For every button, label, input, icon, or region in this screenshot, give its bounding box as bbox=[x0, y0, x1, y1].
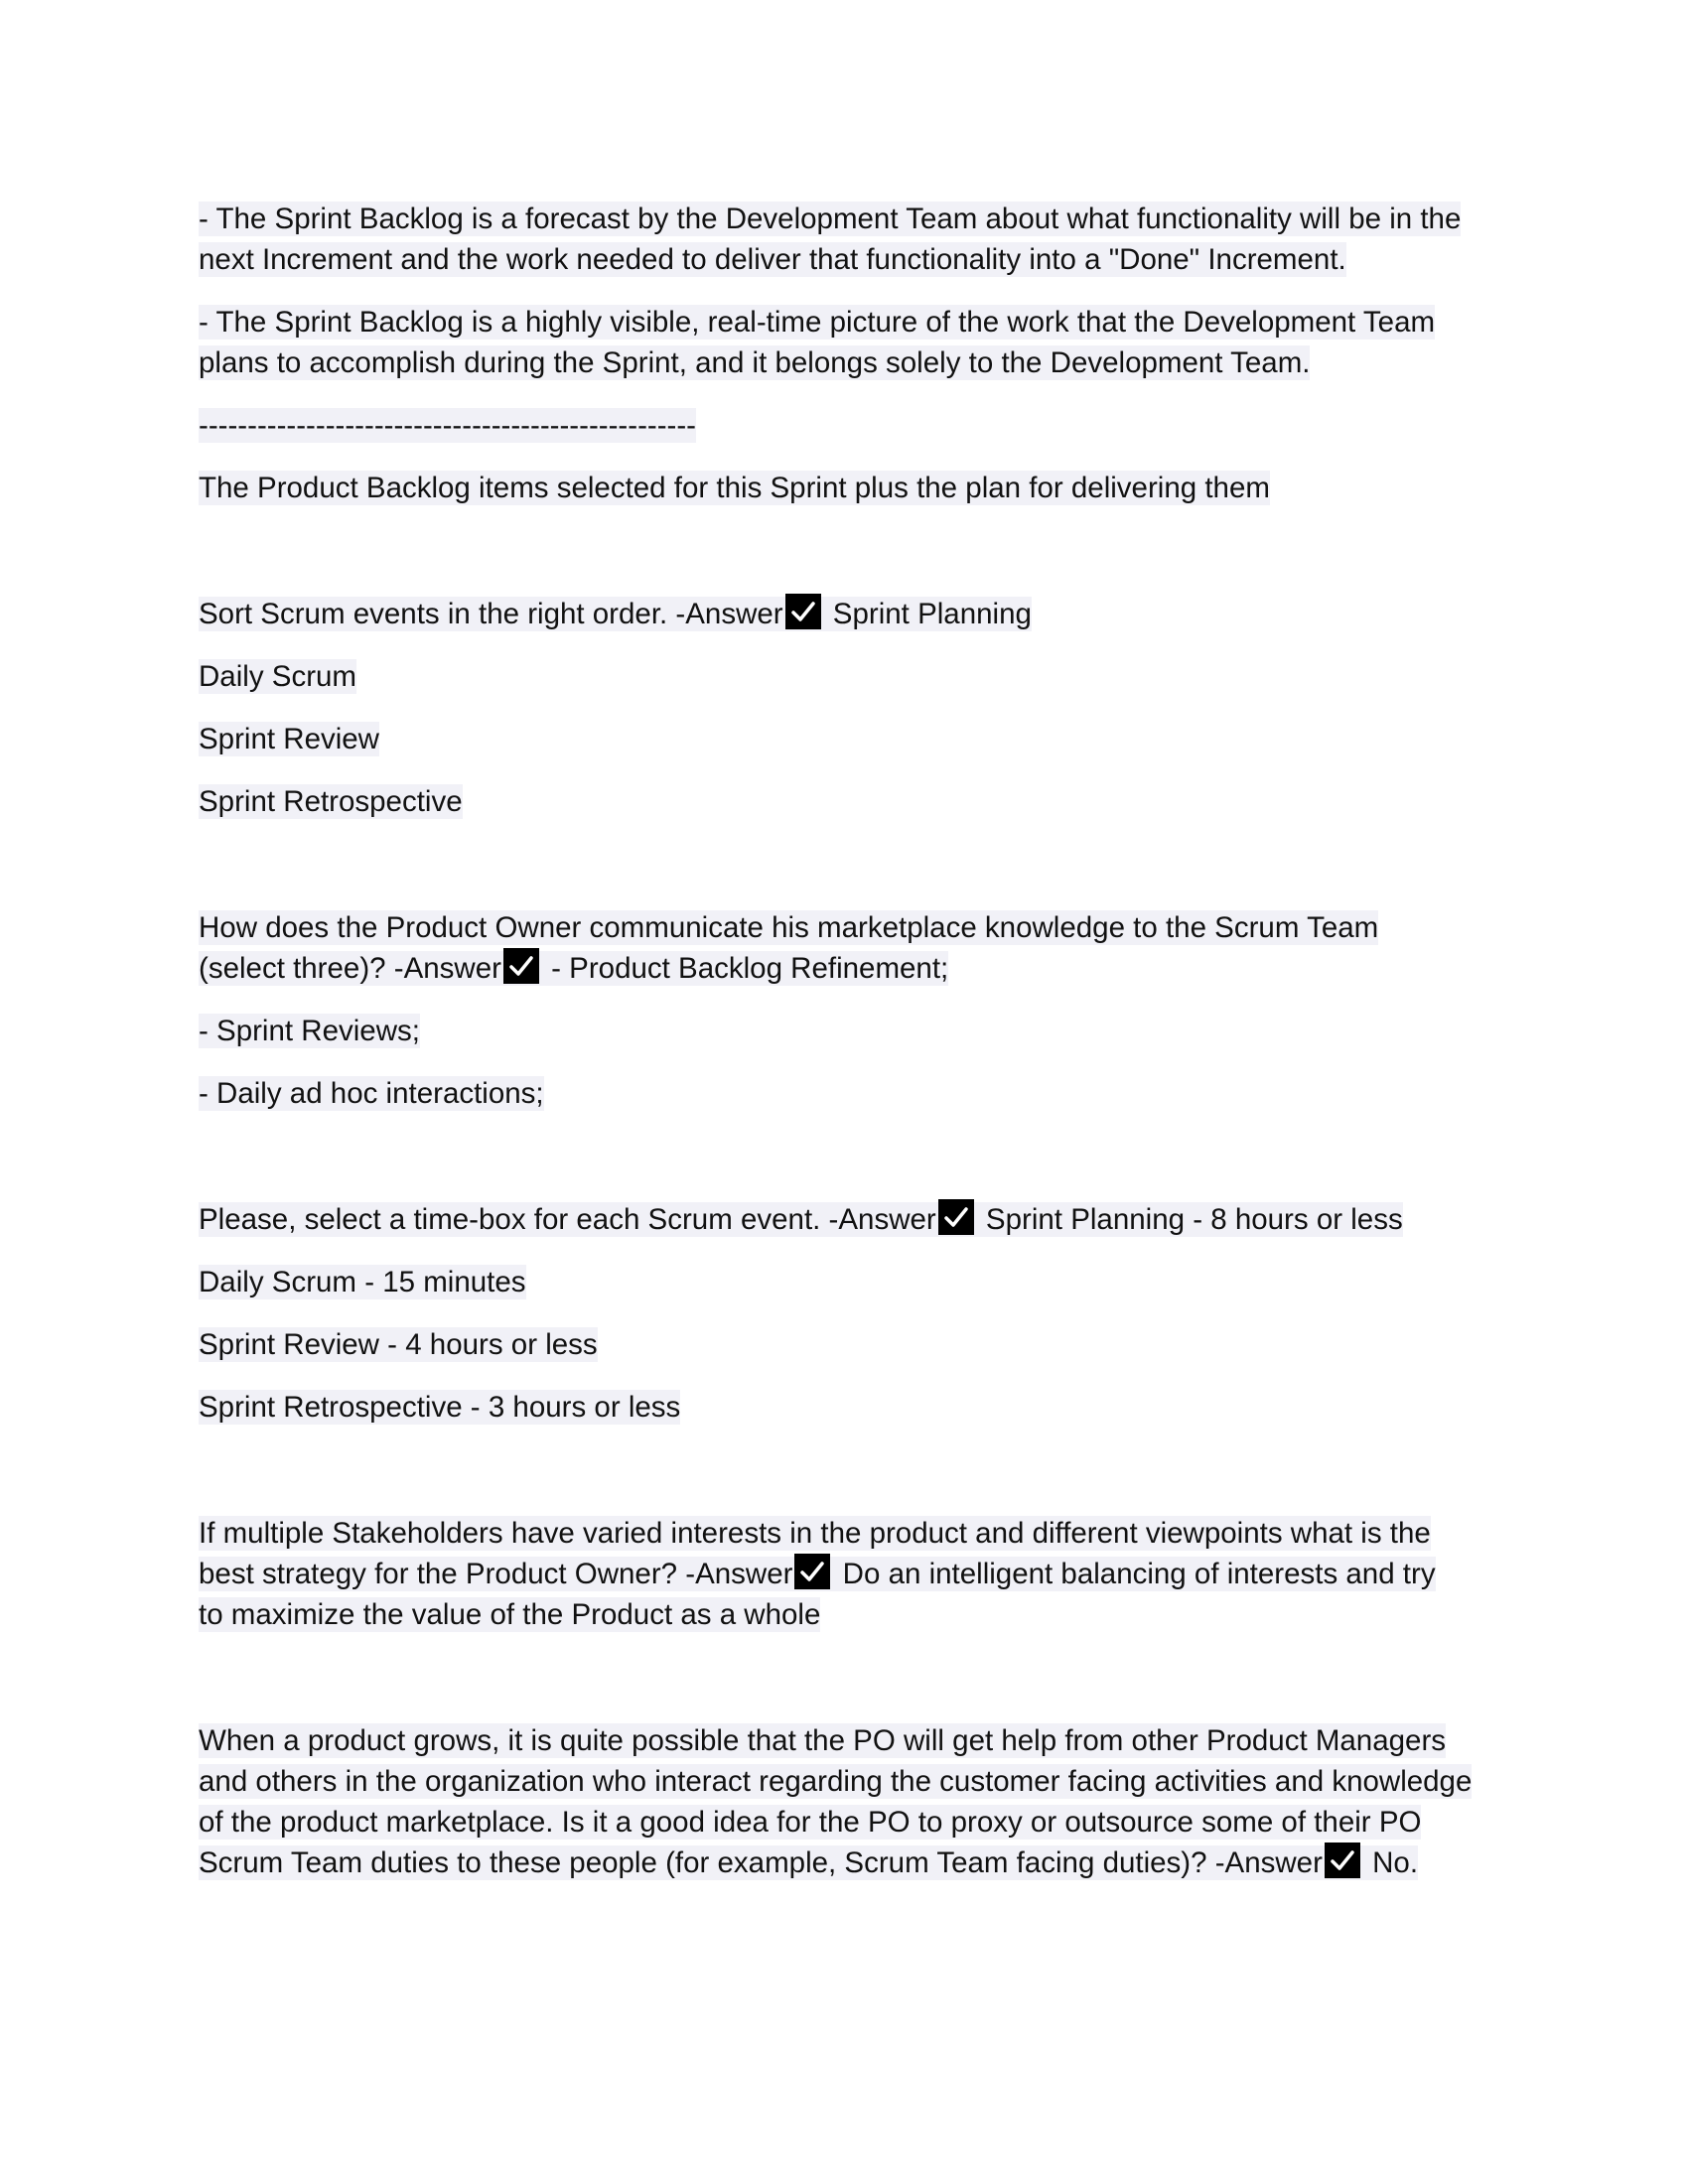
answer-text: - Product Backlog Refinement; bbox=[542, 952, 949, 985]
answer-line bbox=[199, 1073, 1489, 1114]
spacer bbox=[199, 530, 1499, 594]
answer-text: - Sprint Reviews; bbox=[199, 1015, 420, 1047]
check-box-icon bbox=[1325, 1843, 1360, 1878]
separator-text: --------------------------------------------------- bbox=[199, 409, 697, 442]
spacer bbox=[199, 1657, 1499, 1720]
question-label: If multiple Stakeholders have varied interests in the product and different viewpoints what is the best strategy for the Product Owner? -Answer bbox=[199, 1517, 1431, 1590]
paragraph-text: - The Sprint Backlog is a highly visible, real-time picture of the work that the Development Team plans to accomplish during the Sprint, and it belongs solely to the Development Team. bbox=[199, 306, 1436, 379]
question-proxy-duties bbox=[199, 1720, 1489, 1883]
paragraph-text: - The Sprint Backlog is a forecast by the Development Team about what functionality will be in the next Increment and the work needed to deliver that functionality into a "Done" Increment. bbox=[199, 203, 1462, 276]
answer-text: Sprint Retrospective - 3 hours or less bbox=[199, 1391, 681, 1424]
answer-text: No. bbox=[1363, 1846, 1419, 1879]
paragraph-product-backlog-items bbox=[199, 468, 1489, 508]
question-text bbox=[199, 597, 1032, 631]
answer-text: Sprint Review bbox=[199, 723, 379, 755]
question-text bbox=[199, 910, 1378, 986]
document-page bbox=[199, 199, 1499, 1905]
paragraph-sprint-backlog-forecast bbox=[199, 199, 1489, 280]
check-box-icon bbox=[794, 1554, 830, 1589]
spacer bbox=[199, 844, 1499, 907]
question-label: When a product grows, it is quite possible that the PO will get help from other Product Managers and others in the organization who interact regarding the customer facing activities and knowledge of the product marketplace. Is it a good idea for the PO to proxy or outsource some of their PO Scrum Team duties to these people (for example, Scrum Team facing duties)? -Answer bbox=[199, 1724, 1473, 1879]
paragraph-text: The Product Backlog items selected for this Sprint plus the plan for delivering them bbox=[199, 472, 1270, 504]
question-text bbox=[199, 1202, 1403, 1237]
answer-text: - Daily ad hoc interactions; bbox=[199, 1077, 544, 1110]
answer-text: Daily Scrum - 15 minutes bbox=[199, 1266, 526, 1298]
question-time-box bbox=[199, 1199, 1489, 1240]
question-text bbox=[199, 1516, 1436, 1632]
answer-line bbox=[199, 656, 1489, 697]
answer-text: Do an intelligent balancing of interests and try to maximize the value of the Product as a whole bbox=[199, 1558, 1436, 1631]
check-box-icon bbox=[785, 594, 821, 629]
spacer bbox=[199, 1136, 1499, 1199]
answer-text: Sprint Planning - 8 hours or less bbox=[977, 1203, 1403, 1236]
question-text bbox=[199, 1723, 1472, 1880]
answer-text: Sprint Planning bbox=[824, 598, 1032, 630]
spacer bbox=[199, 1449, 1499, 1513]
question-label: How does the Product Owner communicate his marketplace knowledge to the Scrum Team (select three)? -Answer bbox=[199, 911, 1379, 985]
answer-line bbox=[199, 1262, 1489, 1302]
question-label: Sort Scrum events in the right order. -Answer bbox=[199, 598, 783, 630]
answer-line bbox=[199, 719, 1489, 759]
question-stakeholders bbox=[199, 1513, 1440, 1635]
check-box-icon bbox=[938, 1199, 974, 1235]
answer-line bbox=[199, 1387, 1489, 1428]
answer-text: Daily Scrum bbox=[199, 660, 356, 693]
answer-line bbox=[199, 1324, 1489, 1365]
question-marketplace-knowledge bbox=[199, 907, 1420, 989]
answer-text: Sprint Retrospective bbox=[199, 785, 463, 818]
answer-line bbox=[199, 1011, 1489, 1051]
separator-line bbox=[199, 405, 1489, 446]
paragraph-sprint-backlog-visible bbox=[199, 302, 1489, 383]
answer-text: Sprint Review - 4 hours or less bbox=[199, 1328, 598, 1361]
question-sort-events bbox=[199, 594, 1489, 634]
answer-line bbox=[199, 781, 1489, 822]
check-box-icon bbox=[503, 948, 539, 984]
question-label: Please, select a time-box for each Scrum event. -Answer bbox=[199, 1203, 936, 1236]
